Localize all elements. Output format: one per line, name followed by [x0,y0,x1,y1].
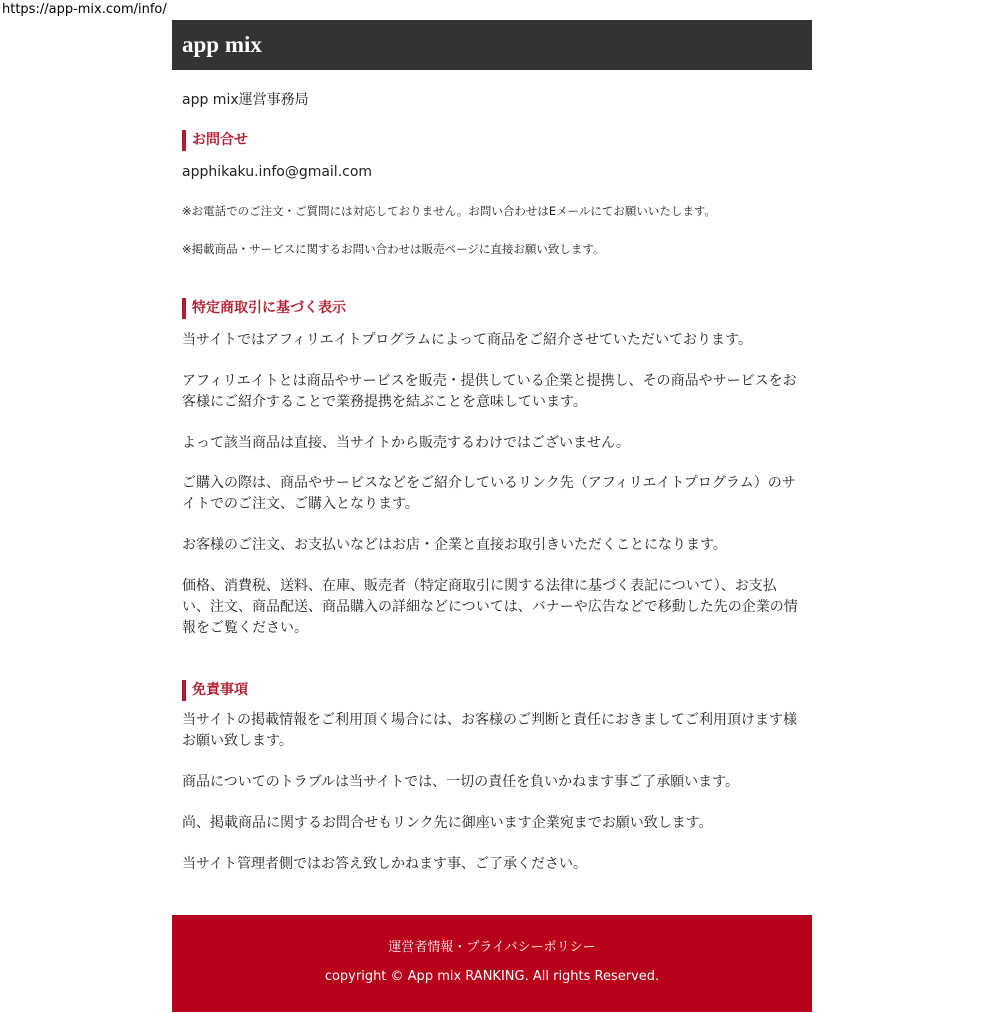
contact-note: ※掲載商品・サービスに関するお問い合わせは販売ページに直接お願い致します。 [182,242,605,256]
commerce-paragraph: 価格、消費税、送料、在庫、販売者（特定商取引に関する法律に基づく表記について）、お支払い、注文、商品配送、商品購入の詳細などについては、バナーや広告などで移動した先の企業の情報をご覧ください。 [182,578,798,636]
commerce-paragraph: 当サイトではアフィリエイトプログラムによって商品をご紹介させていただいております。 [182,332,752,348]
disclaimer-paragraph: 尚、掲載商品に関するお問合せもリンク先に御座います企業宛までお願い致します。 [182,815,713,831]
site-footer [172,915,812,1012]
contact-heading: お問合せ [182,130,802,151]
contact-note: ※お電話でのご注文・ご質問には対応しておりません。お問い合わせはEメールにてお願いいたします。 [182,204,716,218]
copyright: copyright © App mix RANKING. All rights Reserved. [324,969,660,984]
footer-links[interactable]: 運営者情報・プライバシーポリシー [388,940,596,955]
commerce-paragraph: アフィリエイトとは商品やサービスを販売・提供している企業と提携し、その商品やサービスをお客様にご紹介することで業務提携を結ぶことを意味しています。 [182,373,797,410]
commerce-heading: 特定商取引に基づく表示 [182,298,802,319]
main-content [172,90,812,875]
commerce-paragraph: よって該当商品は直接、当サイトから販売するわけではございません。 [182,435,630,451]
commerce-paragraph: ご購入の際は、商品やサービスなどをご紹介しているリンク先（アフィリエイトプログラム）のサイトでのご注文、ご購入となります。 [182,475,796,512]
operator-name: app mix運営事務局 [182,92,309,108]
disclaimer-paragraph: 当サイト管理者側ではお答え致しかねます事、ご了承ください。 [182,856,588,872]
page-container [172,20,812,1012]
contact-email: apphikaku.info@gmail.com [182,164,373,180]
disclaimer-paragraph: 当サイトの掲載情報をご利用頂く場合には、お客様のご判断と責任におきましてご利用頂けます様お願い致します。 [182,712,798,749]
site-logo[interactable]: app mix [182,32,262,57]
page-url: https://app-mix.com/info/ [2,2,167,17]
site-header [172,20,812,70]
commerce-paragraph: お客様のご注文、お支払いなどはお店・企業と直接お取引きいただくことになります。 [182,537,727,553]
disclaimer-heading: 免責事項 [182,680,802,701]
disclaimer-paragraph: 商品についてのトラブルは当サイトでは、一切の責任を負いかねます事ご了承願います。 [182,774,740,790]
